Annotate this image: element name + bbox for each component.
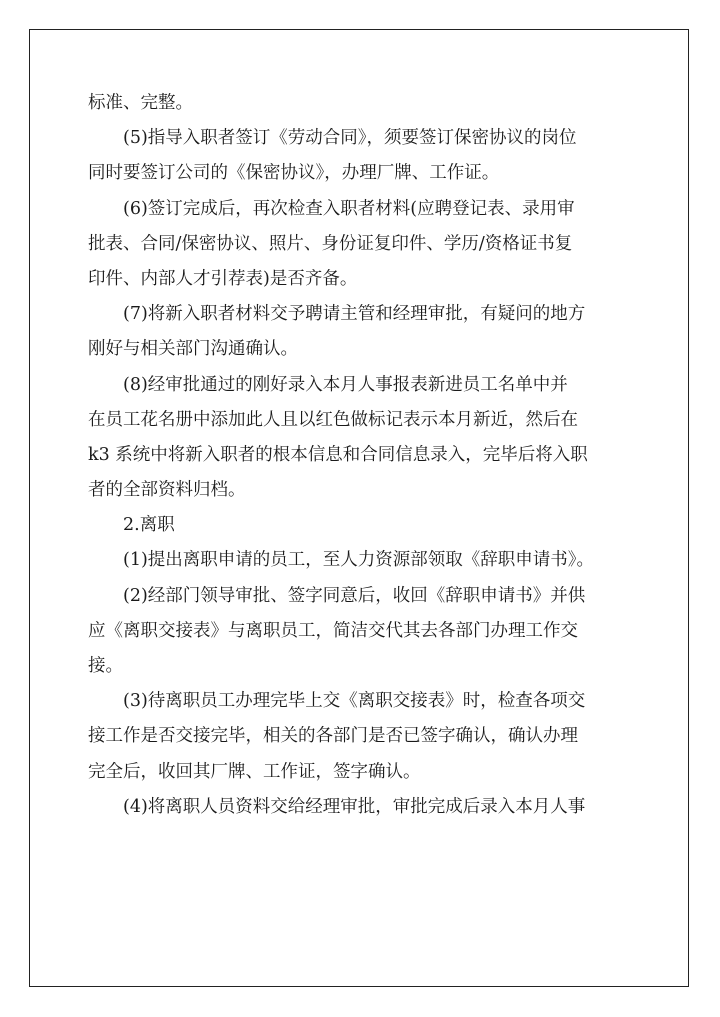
- text-line: (7)将新入职者材料交予聘请主管和经理审批，有疑问的地方: [123, 304, 586, 325]
- text-line: (1)提出离职申请的员工，至人力资源部领取《辞职申请书》。: [123, 550, 595, 571]
- text-line: 接。: [88, 656, 123, 676]
- text-line: k3 系统中将新入职者的根本信息和合同信息录入，完毕后将入职: [88, 444, 588, 465]
- text-line: 者的全部资料归档。: [88, 480, 246, 501]
- text-line: 同时要签订公司的《保密协议》，办理厂牌、工作证。: [88, 163, 500, 184]
- text-line: 批表、合同/保密协议、照片、身份证复印件、学历/资格证书复: [88, 233, 573, 254]
- text-line: 接工作是否交接完毕，相关的各部门是否已签字确认，确认办理: [88, 726, 578, 747]
- text-line: (6)签订完成后，再次检查入职者材料(应聘登记表、录用审: [123, 198, 575, 219]
- text-line: 在员工花名册中添加此人且以红色做标记表示本月新近，然后在: [88, 409, 578, 430]
- text-line: 标准、完整。: [88, 93, 193, 113]
- text-line: (5)指导入职者签订《劳动合同》，须要签订保密协议的岗位: [123, 128, 577, 149]
- document-body: [88, 86, 634, 825]
- text-line: (2)经部门领导审批、签字同意后，收回《辞职申请书》并供: [123, 585, 586, 606]
- text-line: 完全后，收回其厂牌、工作证，签字确认。: [88, 761, 421, 782]
- text-line: 刚好与相关部门沟通确认。: [88, 339, 298, 360]
- text-line: 2.离职: [123, 515, 175, 536]
- text-line: (3)待离职员工办理完毕上交《离职交接表》时，检查各项交: [123, 691, 586, 712]
- text-line: (4)将离职人员资料交给经理审批，审批完成后录入本月人事: [123, 796, 586, 817]
- text-line: (8)经审批通过的刚好录入本月人事报表新进员工名单中并: [123, 374, 568, 395]
- text-line: 印件、内部人才引荐表)是否齐备。: [88, 268, 358, 289]
- text-line: 应《离职交接表》与离职员工，简洁交代其去各部门办理工作交: [88, 620, 578, 641]
